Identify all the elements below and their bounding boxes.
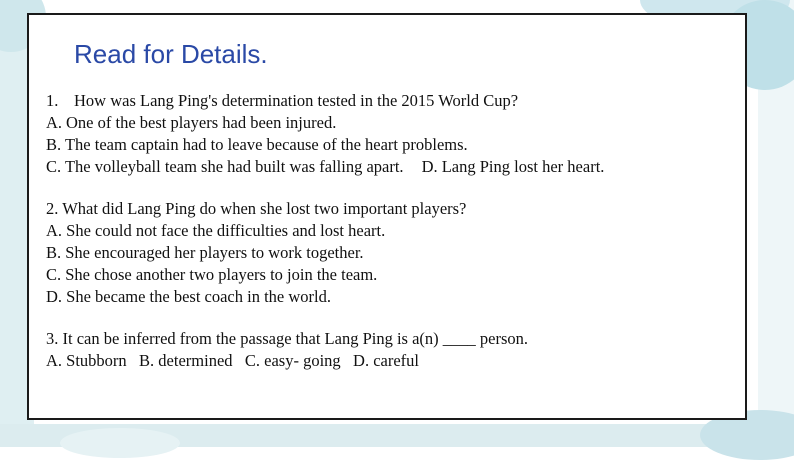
question-1-number: 1. — [46, 91, 59, 110]
question-1-option-cd — [46, 156, 736, 178]
question-3: 3. It can be inferred from the passage that Lang Ping is a(n) ____ person. — [46, 329, 529, 348]
question-1-option-a — [46, 112, 736, 134]
option-a-label: A. — [46, 113, 63, 132]
option-a-text: One of the best players had been injured. — [66, 113, 337, 132]
question-2: 2. What did Lang Ping do when she lost two important players? — [46, 199, 467, 218]
decorative-shape — [60, 428, 180, 458]
question-2-option-a: A. She could not face the difficulties and lost heart. — [46, 221, 386, 240]
slide-heading: Read for Details. — [74, 39, 268, 69]
question-1 — [46, 90, 736, 112]
question-1-option-c: C. The volleyball team she had built was falling apart. — [46, 157, 404, 176]
question-1-option-d: D. Lang Ping lost her heart. — [421, 157, 605, 176]
question-2-option-b: B. She encouraged her players to work together. — [46, 243, 364, 262]
questions-block — [46, 90, 736, 372]
question-2-option-d: D. She became the best coach in the world. — [46, 287, 331, 306]
question-2-option-c: C. She chose another two players to join the team. — [46, 265, 378, 284]
question-3-options: A. Stubborn B. determined C. easy- going D. careful — [46, 351, 420, 370]
question-1-text: How was Lang Ping's determination tested in the 2015 World Cup? — [74, 91, 519, 110]
question-1-option-b: B. The team captain had to leave because of the heart problems. — [46, 135, 468, 154]
